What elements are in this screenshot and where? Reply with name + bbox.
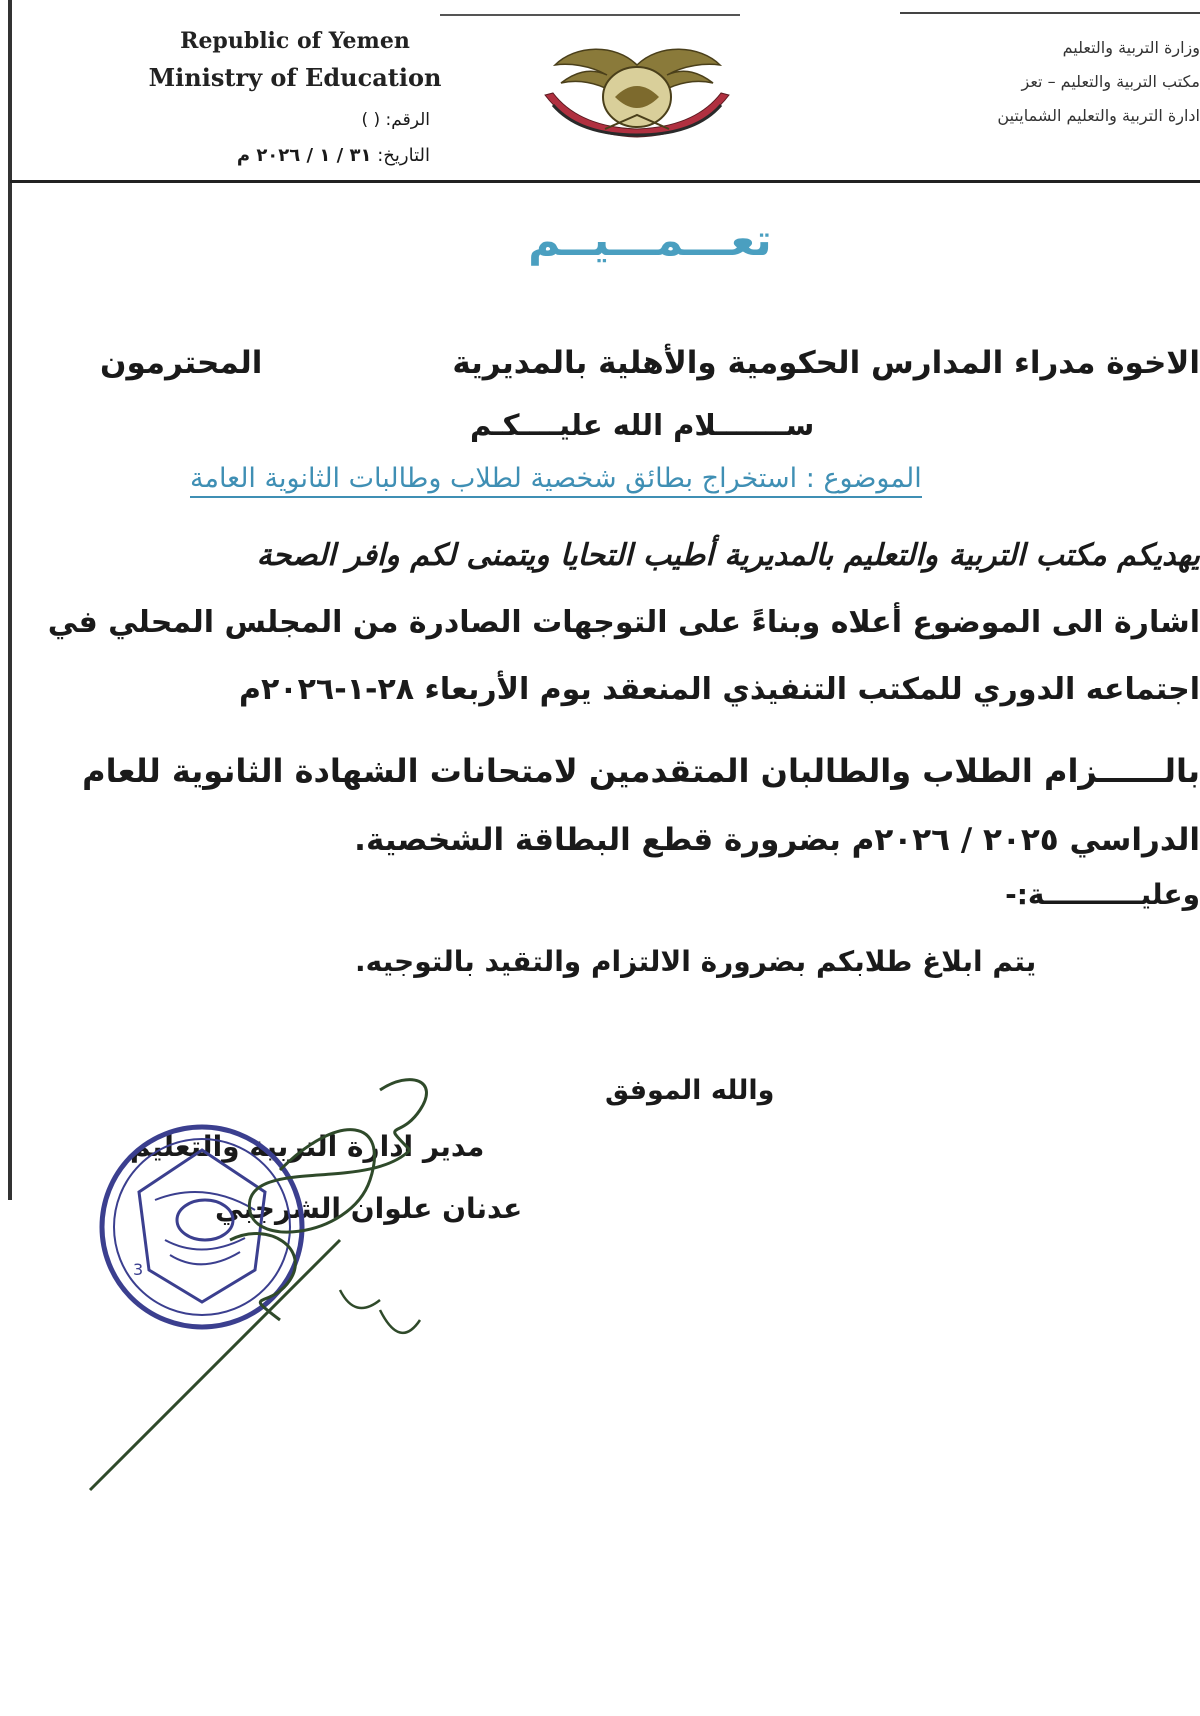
number-label: الرقم: <box>385 110 430 130</box>
signatory-name: عدنان علوان الشرجبي <box>215 1192 523 1225</box>
body-line-3: اجتماعه الدوري للمكتب التنفيذي المنعقد يوم الأربعاء ٢٨-١-٢٠٢٦م <box>239 672 1200 707</box>
body-line-1: يهديكم مكتب التربية والتعليم بالمديرية أطيب التحايا ويتمنى لكم وافر الصحة <box>256 538 1200 573</box>
number-value: ( ) <box>361 110 381 130</box>
signatory-title: مدير ادارة التربية والتعليم <box>130 1130 485 1163</box>
date-label: التاريخ: <box>377 145 430 166</box>
top-crop-strip <box>440 0 740 16</box>
date-value: ٣١ / ١ / ٢٠٢٦ م <box>236 145 372 166</box>
body-line-4: بالــــــزام الطلاب والطالبان المتقدمين لامتحانات الشهادة الثانوية للعام <box>82 752 1200 790</box>
closing-line: والله الموفق <box>605 1075 775 1106</box>
arabic-header-top-crop <box>900 0 1200 14</box>
document-title: تعـــمـــيــم <box>528 215 772 266</box>
ministry-name-ar: وزارة التربية والتعليم <box>1062 38 1200 57</box>
reference-number-row <box>180 110 430 130</box>
greeting: ســـــــلام الله عليــــكـم <box>470 408 815 442</box>
subject-line: الموضوع : استخراج بطائق شخصية لطلاب وطالبات الثانوية العامة <box>190 463 922 498</box>
date-row <box>160 145 430 166</box>
therefore-label: وعليــــــــــة:- <box>1005 878 1200 911</box>
yemen-emblem-icon <box>535 35 740 145</box>
honorific: المحترمون <box>100 345 263 381</box>
addressee-line: الاخوة مدراء المدارس الحكومية والأهلية بالمديرية <box>452 345 1200 381</box>
header-divider <box>10 180 1200 183</box>
ministry-name-en: Ministry of Education <box>148 63 442 92</box>
body-line-2: اشارة الى الموضوع أعلاه وبناءً على التوجهات الصادرة من المجلس المحلي في <box>47 605 1200 640</box>
country-name-en: Republic of Yemen <box>180 28 410 54</box>
svg-text:3: 3 <box>133 1260 144 1279</box>
office-name-ar: مكتب التربية والتعليم – تعز <box>1021 72 1200 91</box>
body-line-5: الدراسي ٢٠٢٥ / ٢٠٢٦م بضرورة قطع البطاقة الشخصية. <box>354 822 1200 858</box>
department-name-ar: ادارة التربية والتعليم الشمايتين <box>997 106 1200 125</box>
signature-icon <box>80 1050 500 1510</box>
instruction-line: يتم ابلاغ طلابكم بضرورة الالتزام والتقيد بالتوجيه. <box>355 945 1037 978</box>
